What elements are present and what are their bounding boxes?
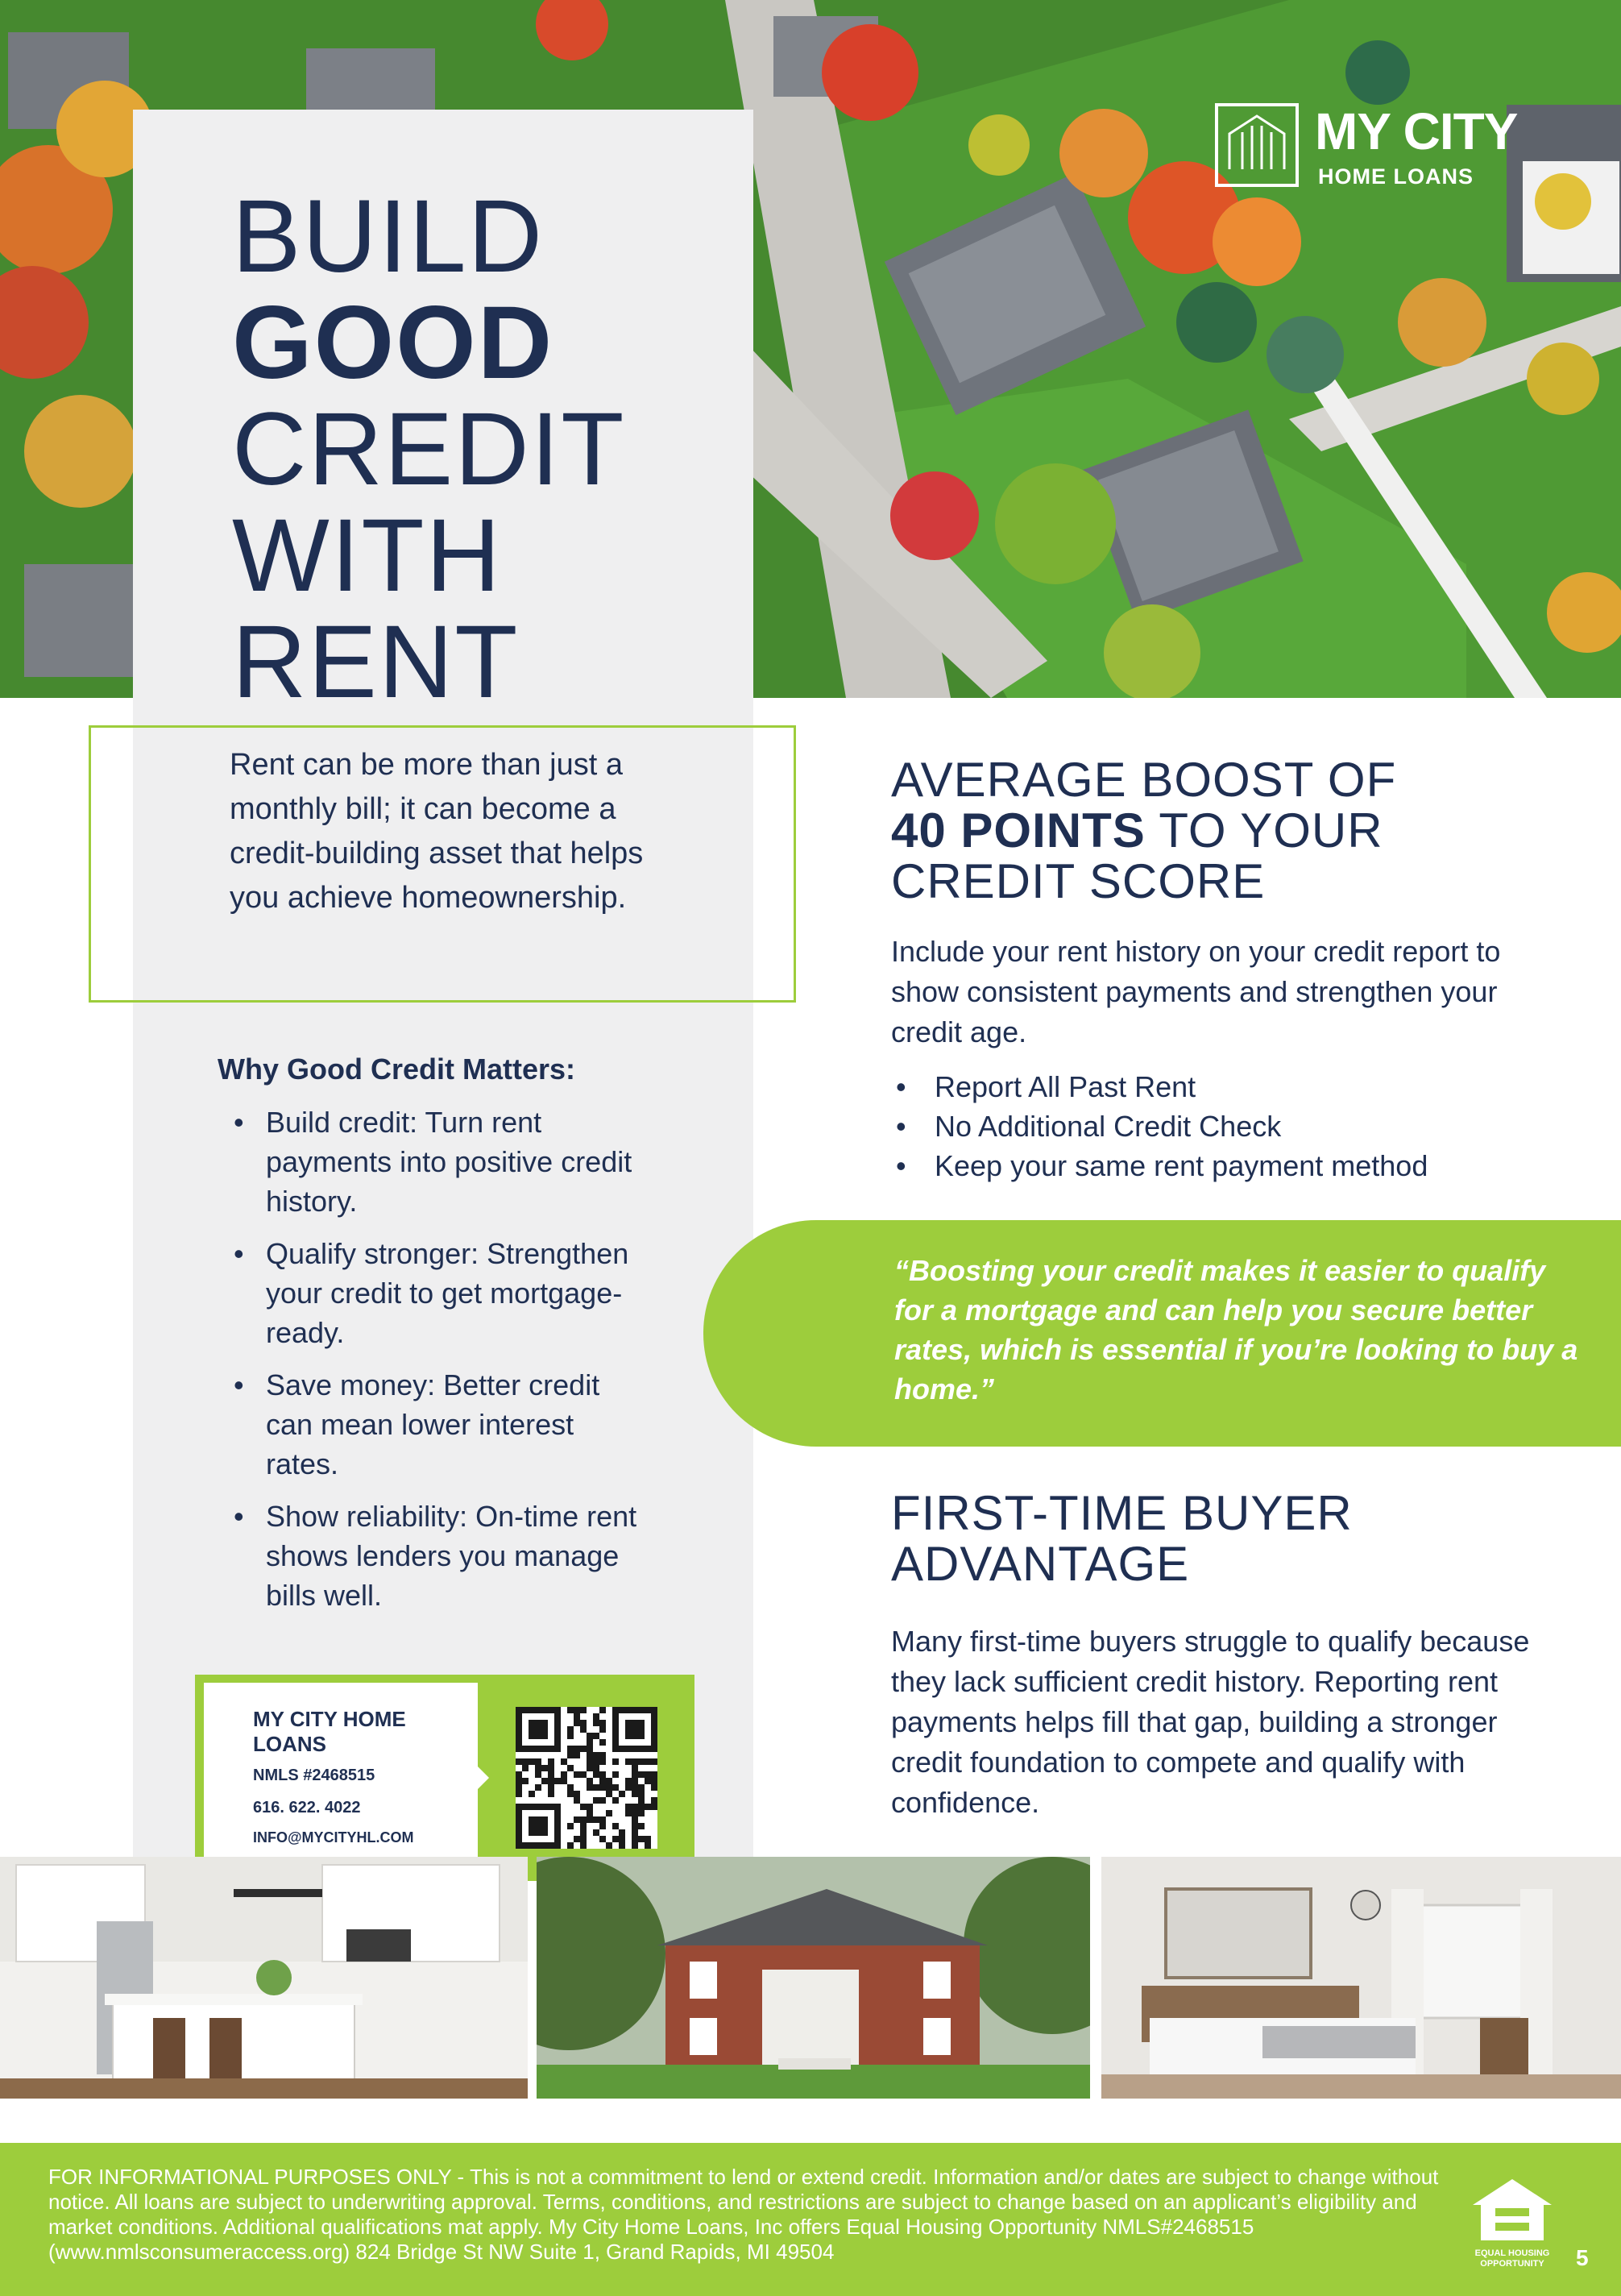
title-line-2: GOOD	[232, 285, 554, 401]
title-line-4: WITH	[232, 498, 502, 613]
building-logo-icon	[1215, 103, 1299, 187]
why-list-item: • Build credit: Turn rent payments into positive credit history.	[234, 1102, 653, 1221]
kitchen-photo	[0, 1857, 528, 2099]
contact-card-pointer	[478, 1767, 489, 1789]
contact-email[interactable]: INFO@MYCITYHL.COM	[253, 1829, 414, 1846]
footer-disclaimer: FOR INFORMATIONAL PURPOSES ONLY - This is not a commitment to lend or extend credit. Information and/or dates are subject to change without notice. All loans are subject to underwriting approval. Terms, conditions, and restrictions are subject to change based on an applicant’s eligibility and market conditions. Additional qualifications mat apply. My City Home Loans, Inc offers Equal Housing Opportunity NMLS#2468515 (www.nmlsconsumeraccess.org) 824 Bridge St NW Suite 1, Grand Rapids, MI 49504	[48, 2165, 1439, 2264]
why-list-item: • Save money: Better credit can mean lower interest rates.	[234, 1365, 653, 1484]
contact-nmls: NMLS #2468515	[253, 1767, 375, 1784]
average-points: 40 POINTS	[891, 803, 1146, 857]
why-list-item: • Qualify stronger: Strengthen your credit to get mortgage-ready.	[234, 1234, 653, 1352]
benefit-item: • Report All Past Rent	[896, 1067, 1589, 1106]
quote-text: “Boosting your credit makes it easier to qualify for a mortgage and can help you secure better rates, which is essential if you’re looking to buy a home.”	[894, 1254, 1578, 1405]
brand-logo	[1215, 102, 1518, 192]
title-line-5: RENT	[232, 604, 520, 720]
title-line-3: CREDIT	[232, 392, 626, 507]
first-time-buyer-heading	[891, 1488, 1584, 1589]
average-heading-line-1: AVERAGE BOOST OF	[891, 753, 1397, 807]
ftb-heading-line-2: ADVANTAGE	[891, 1537, 1190, 1591]
why-list	[234, 1102, 653, 1628]
qr-code-icon[interactable]	[516, 1707, 657, 1849]
page-title	[232, 179, 748, 720]
contact-company-name: MY CITY HOME LOANS	[253, 1707, 406, 1756]
equal-housing-icon	[1465, 2176, 1560, 2244]
first-time-buyer-body: Many first-time buyers struggle to qualify because they lack sufficient credit history. Reporting rent payments helps fill that gap, building a stronger credit foundation to compete and qualify with confidence.	[891, 1625, 1530, 1819]
benefits-list	[896, 1067, 1589, 1185]
average-heading-line-3: CREDIT SCORE	[891, 854, 1266, 908]
title-line-1: BUILD	[232, 179, 544, 294]
average-boost-heading	[891, 754, 1584, 907]
average-boost-body: Include your rent history on your credit report to show consistent payments and strengthen your credit age.	[891, 935, 1501, 1048]
average-heading-line-2	[891, 805, 1584, 856]
average-heading-line-2-rest: TO YOUR	[1145, 803, 1383, 857]
intro-text: Rent can be more than just a monthly bill; it can become a credit-building asset that helps you achieve homeownership.	[230, 748, 644, 915]
ftb-heading-line-1: FIRST-TIME BUYER	[891, 1486, 1353, 1540]
logo-line-2: HOME LOANS	[1318, 164, 1474, 189]
benefit-item: • No Additional Credit Check	[896, 1106, 1589, 1146]
benefit-item: • Keep your same rent payment method	[896, 1146, 1589, 1185]
page-number: 5	[1576, 2245, 1589, 2270]
why-list-item: • Show reliability: On-time rent shows lenders you manage bills well.	[234, 1497, 653, 1615]
bedroom-photo	[1101, 1857, 1621, 2099]
equal-housing-label: EQUAL HOUSING OPPORTUNITY	[1474, 2248, 1550, 2269]
house-photo	[537, 1857, 1090, 2099]
contact-phone[interactable]: 616. 622. 4022	[253, 1799, 361, 1816]
logo-line-1: MY CITY	[1315, 102, 1518, 160]
why-heading: Why Good Credit Matters:	[218, 1053, 576, 1086]
